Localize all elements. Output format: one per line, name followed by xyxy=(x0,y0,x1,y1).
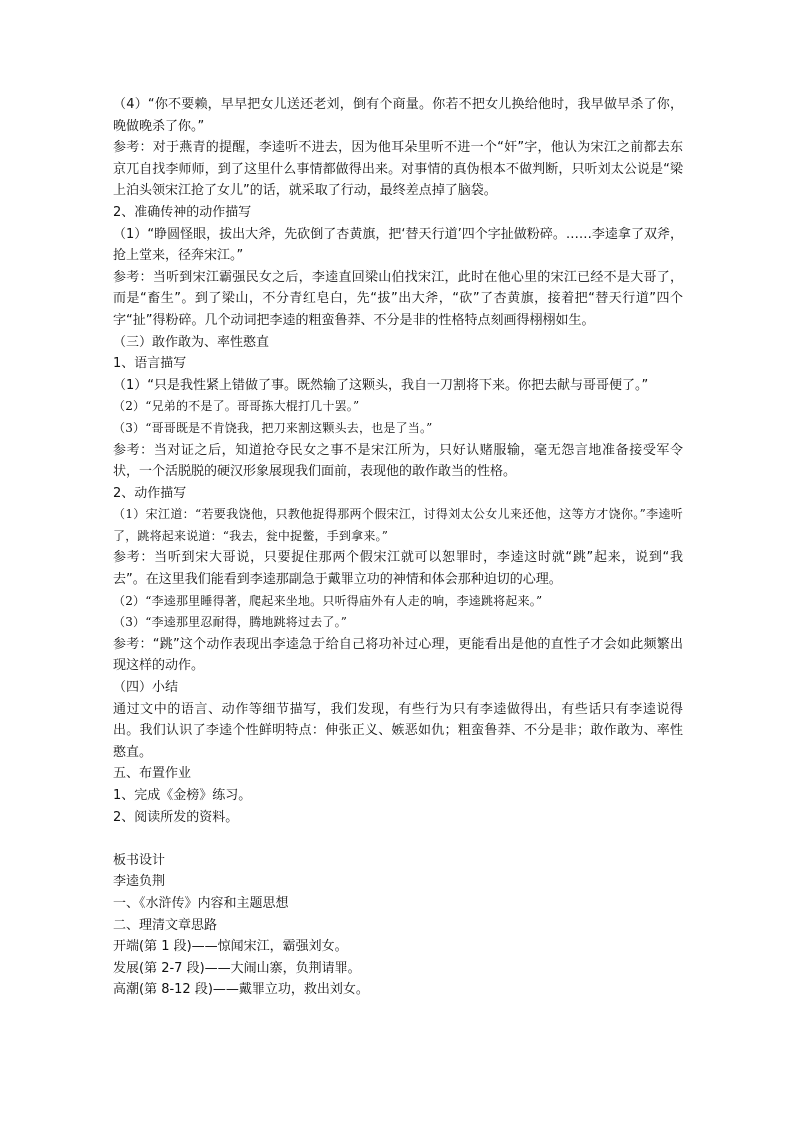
reference-note: 参考：“跳”这个动作表现出李逵急于给自己将功补过心理，更能看出是他的直性子才会如此频繁出现这样的动作。 xyxy=(113,636,683,674)
reference-note: 参考：当听到宋江霸强民女之后，李逵直回梁山伯找宋江，此时在他心里的宋江已经不是大哥了，而是“畜生”。到了梁山，不分青红皂白，先“拔”出大斧，“砍”了杏黄旗，接着把“替天行道”四个字“扯”得粉碎。几个动词把李逵的粗蛮鲁莽、不分是非的性格特点刻画得栩栩如生。 xyxy=(113,269,683,328)
board-item: 一、《水浒传》内容和主题思想 xyxy=(113,895,289,911)
homework-item: 2、阅读所发的资料。 xyxy=(113,809,239,825)
example-quote-3: （3）“李逵那里忍耐得，腾地跳将过去了。” xyxy=(113,615,348,630)
subsection-heading: 2、动作描写 xyxy=(113,485,187,501)
example-quote-1: （1）“只是我性紧上错做了事。既然输了这颗头，我自一刀割将下来。你把去献与哥哥便了。” xyxy=(113,377,649,393)
reference-note: 参考：当听到宋大哥说，只要捉住那两个假宋江就可以恕罪时，李逵这时就“跳”起来，说到“我去”。在这里我们能看到李逵那副急于戴罪立功的神情和体会那种迫切的心理。 xyxy=(113,550,683,588)
document-body xyxy=(113,94,683,1001)
example-quote-1: （1）“睁圆怪眼，拔出大斧，先砍倒了杏黄旗，把‘替天行道’四个字扯做粉碎。……李逵拿了双斧，抢上堂来，径奔宋江。” xyxy=(113,226,683,264)
reference-note: 参考：对于燕青的提醒，李逵听不进去，因为他耳朵里听不进一个“奸”字，他认为宋江之前都去东京兀自找李师师，到了这里什么事情都做得出来。对事情的真伪根本不做判断，只听刘太公说是“梁上泊头领宋江抢了女儿”的话，就采取了行动，最终差点掉了脑袋。 xyxy=(113,140,683,199)
reference-note: 参考：当对证之后，知道抢夺民女之事不是宋江所为，只好认赌服输，毫无怨言地准备接受军令状，一个活脱脱的硬汉形象展现我们面前，表现他的敢作敢当的性格。 xyxy=(113,442,683,480)
example-quote-2: （2）“李逵那里睡得著，爬起来坐地。只听得庙外有人走的响，李逵跳将起来。” xyxy=(113,593,543,608)
subsection-heading: 1、语言描写 xyxy=(113,356,187,372)
board-item: 二、理清文章思路 xyxy=(113,917,218,933)
summary-paragraph: 通过文中的语言、动作等细节描写，我们发现，有些行为只有李逵做得出，有些话只有李逵说得出。我们认识了李逵个性鲜明特点：伸张正义、嫉恶如仇；粗蛮鲁莽、不分是非；敢作敢为、率性憨直。 xyxy=(113,701,683,760)
subsection-heading: 2、准确传神的动作描写 xyxy=(113,204,252,220)
example-quote-4: （4）“你不要赖，早早把女儿送还老刘，倒有个商量。你若不把女儿换给他时，我早做早杀了你，晚做晚杀了你。” xyxy=(113,97,683,134)
section-heading: （三）敢作敢为、率性憨直 xyxy=(113,334,270,350)
example-quote-2: （2）“兄弟的不是了。哥哥拣大棍打几十罢。” xyxy=(113,399,360,414)
blank-line xyxy=(113,828,683,850)
homework-item: 1、完成《金榜》练习。 xyxy=(113,788,252,803)
section-heading: （四）小结 xyxy=(113,680,179,696)
example-quote-1: （1）宋江道：“若要我饶他，只教他捉得那两个假宋江，讨得刘太公女儿来还他，这等方才饶你。”李逵听了，跳将起来说道：“我去，瓮中捉鳖，手到拿来。” xyxy=(113,507,683,543)
board-title: 李逵负荆 xyxy=(113,874,166,890)
board-item: 开端(第 1 段)——惊闻宋江，霸强刘女。 xyxy=(113,939,348,955)
board-item: 高潮(第 8-12 段)——戴罪立功，救出刘女。 xyxy=(113,982,369,998)
example-quote-3: （3）“哥哥既是不肯饶我，把刀来割这颗头去，也是了当。” xyxy=(113,420,433,435)
board-design-heading: 板书设计 xyxy=(113,852,166,868)
board-item: 发展(第 2-7 段)——大闹山寨，负荆请罪。 xyxy=(113,960,361,976)
section-heading: 五、布置作业 xyxy=(113,766,192,782)
